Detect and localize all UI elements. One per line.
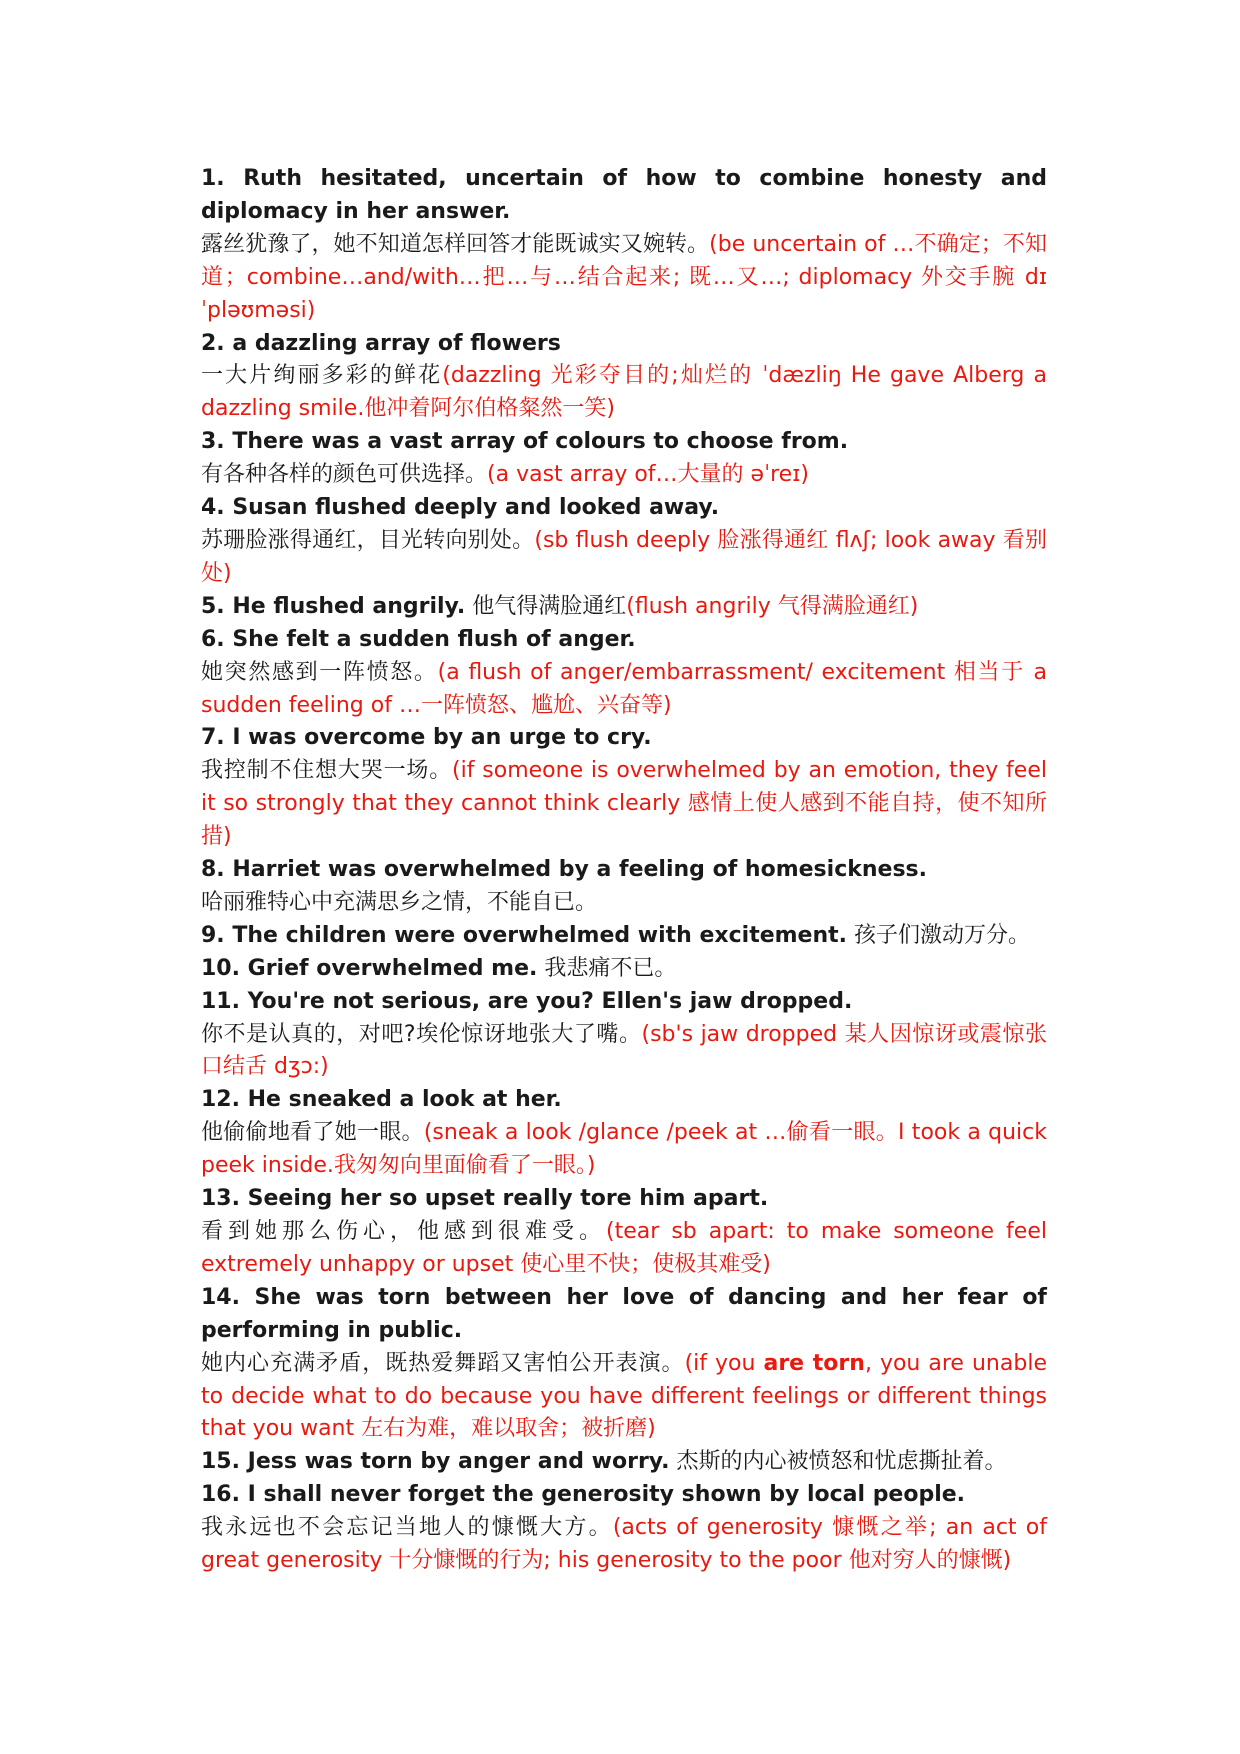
entry-16 — [201, 1479, 1047, 1578]
entry-15 — [201, 1446, 1047, 1479]
entry-chinese: 我控制不住想大哭一场。 — [201, 758, 453, 784]
entry-note: (dazzling 光彩夺目的;灿烂的 ˈdæzliŋ He gave Alberg a dazzling smile.他冲着阿尔伯格粲然一笑) — [201, 363, 1047, 422]
entry-english: 4. Susan flushed deeply and looked away. — [201, 495, 720, 521]
entry-english: 7. I was overcome by an urge to cry. — [201, 725, 652, 751]
entry-chinese: 杰斯的内心被愤怒和忧虑撕扯着。 — [676, 1449, 1007, 1475]
entry-chinese: 苏珊脸涨得通红，目光转向别处。 — [201, 527, 535, 553]
entry-4 — [201, 492, 1047, 591]
entry-english: 8. Harriet was overwhelmed by a feeling of homesickness. — [201, 857, 927, 883]
entry-english: 12. He sneaked a look at her. — [201, 1087, 562, 1113]
entry-note-pre: (if you — [684, 1350, 764, 1376]
entry-chinese: 看到她那么伤心，他感到很难受。 — [201, 1219, 607, 1244]
entry-12 — [201, 1084, 1047, 1183]
entry-note: (sb's jaw dropped 某人因惊讶或震惊张口结舌 dʒɔ:) — [201, 1021, 1047, 1080]
entry-english: 13. Seeing her so upset really tore him apart. — [201, 1186, 769, 1212]
entry-note: (acts of generosity 慷慨之举; an act of great generosity 十分慷慨的行为; his generosity to the poor 他对穷人的慷慨) — [201, 1515, 1047, 1574]
entry-8 — [201, 854, 1047, 920]
entry-6 — [201, 624, 1047, 723]
entry-11 — [201, 986, 1047, 1085]
entry-chinese: 有各种各样的颜色可供选择。 — [201, 462, 488, 488]
entry-chinese: 他偷偷地看了她一眼。 — [201, 1120, 424, 1146]
entry-chinese: 我悲痛不已。 — [544, 955, 677, 981]
entry-english: 14. She was torn between her love of dancing and her fear of performing in public. — [201, 1284, 1047, 1343]
entry-5 — [201, 591, 1047, 624]
entry-chinese: 哈丽雅特心中充满思乡之情，不能自已。 — [201, 889, 598, 915]
entry-chinese: 孩子们激动万分。 — [854, 922, 1031, 948]
entry-english: 9. The children were overwhelmed with excitement. — [201, 922, 848, 948]
entry-3 — [201, 426, 1047, 492]
entry-english: 11. You're not serious, are you? Ellen's jaw dropped. — [201, 988, 853, 1014]
entry-note: (if someone is overwhelmed by an emotion, they feel it so strongly that they cannot think clearly 感情上使人感到不能自持，使不知所措) — [201, 758, 1047, 850]
entry-1 — [201, 163, 1047, 328]
entry-note-post: , you are unable to decide what to do because you have different feelings or different things that you want 左右为难，难以取舍；被折磨) — [201, 1350, 1047, 1442]
entry-note: (flush angrily 气得满脸通红) — [626, 593, 919, 619]
entry-note: (be uncertain of …不确定；不知道；combine…and/with…把…与…结合起来; 既…又…; diplomacy 外交手腕 dɪˈpləʊməsi) — [201, 231, 1047, 323]
entry-note: (sb flush deeply 脸涨得通红 flʌʃ; look away 看别处) — [201, 527, 1047, 586]
entry-9 — [201, 920, 1047, 953]
entry-2 — [201, 328, 1047, 427]
entry-english: 10. Grief overwhelmed me. — [201, 955, 538, 981]
document-page — [201, 163, 1047, 1578]
entry-chinese: 一大片绚丽多彩的鲜花 — [201, 363, 443, 389]
entry-14 — [201, 1282, 1047, 1447]
entry-chinese: 露丝犹豫了，她不知道怎样回答才能既诚实又婉转。 — [201, 231, 710, 257]
entry-13 — [201, 1183, 1047, 1282]
entry-10 — [201, 953, 1047, 986]
entry-note-bold: are torn — [763, 1350, 865, 1376]
entry-note: (tear sb apart: to make someone feel extremely unhappy or upset 使心里不快；使极其难受) — [201, 1219, 1047, 1277]
entry-english: 3. There was a vast array of colours to choose from. — [201, 429, 849, 455]
entry-7 — [201, 722, 1047, 854]
entry-english: 16. I shall never forget the generosity shown by local people. — [201, 1482, 966, 1508]
entry-chinese: 他气得满脸通红 — [472, 593, 627, 619]
entry-note: (sneak a look /glance /peek at …偷看一眼。I took a quick peek inside.我匆匆向里面偷看了一眼。) — [201, 1120, 1047, 1179]
entry-english: 1. Ruth hesitated, uncertain of how to combine honesty and diplomacy in her answer. — [201, 166, 1047, 224]
entry-chinese: 你不是认真的，对吧?埃伦惊讶地张大了嘴。 — [201, 1021, 642, 1047]
entry-chinese: 她突然感到一阵愤怒。 — [201, 659, 438, 685]
entry-chinese: 她内心充满矛盾，既热爱舞蹈又害怕公开表演。 — [201, 1350, 685, 1376]
entry-english: 6. She felt a sudden flush of anger. — [201, 626, 636, 652]
entry-chinese: 我永远也不会忘记当地人的慷慨大方。 — [201, 1515, 613, 1541]
entry-english: 5. He flushed angrily. — [201, 593, 466, 619]
entry-note: (a flush of anger/embarrassment/ excitement 相当于 a sudden feeling of …一阵愤怒、尴尬、兴奋等) — [201, 659, 1047, 718]
entry-english: 15. Jess was torn by anger and worry. — [201, 1449, 670, 1475]
entry-english: 2. a dazzling array of flowers — [201, 330, 561, 356]
entry-note: (a vast array of…大量的 əˈreɪ) — [487, 462, 809, 488]
